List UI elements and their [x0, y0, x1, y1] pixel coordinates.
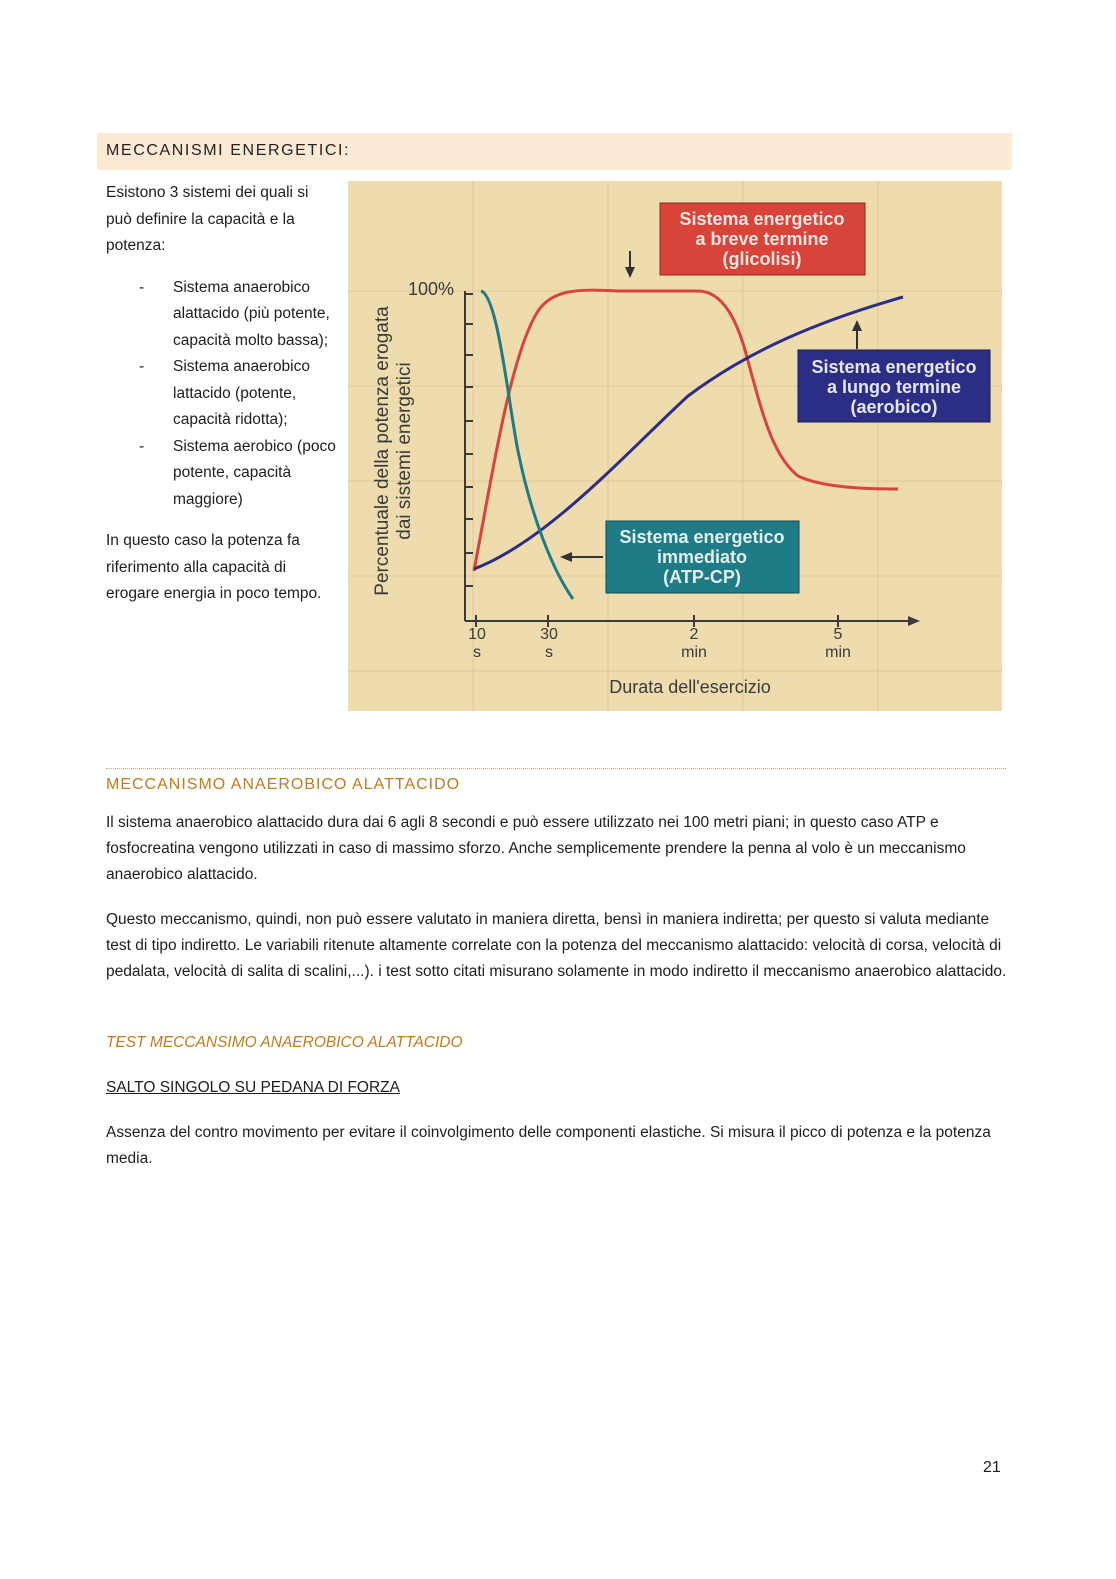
box-long-term-line2: a lungo termine — [826, 377, 962, 397]
list-item: - Sistema anaerobico alattacido (più potente, capacità molto bassa); — [139, 278, 330, 349]
box-short-term-line3: (glicolisi) — [722, 249, 802, 269]
x-axis-title: Durata dell'esercizio — [609, 677, 771, 697]
y-axis-top-tick: 100% — [407, 279, 455, 299]
x-tick-label: 2 — [689, 626, 699, 643]
x-tick-label: 10 — [468, 626, 486, 643]
section-title: MECCANISMO ANAEROBICO ALATTACIDO — [106, 776, 461, 793]
paragraph-2: Questo meccanismo, quindi, non può essere valutato in maniera diretta, bensì in maniera indiretta; per questo si valuta mediante test di tipo indiretto. Le variabili ritenute altamente correlate con la potenza del meccanismo alattacido: velocità di corsa, velocità di pedalata, velocità di salita di scalini,...). i test sotto citati misurano solamente in modo indiretto il meccanismo anaerobico alattacido. — [106, 911, 1007, 981]
x-tick-unit: min — [825, 644, 851, 661]
box-long-term-line1: Sistema energetico — [811, 357, 977, 377]
intro-column — [106, 180, 338, 608]
box-short-term-line1: Sistema energetico — [679, 209, 845, 229]
systems-list — [106, 275, 338, 514]
box-immediate-line3: (ATP-CP) — [663, 567, 741, 587]
paragraph-3: Assenza del contro movimento per evitare il coinvolgimento delle componenti elastiche. Si misura il picco di potenza e la potenza media. — [106, 1124, 991, 1168]
section-divider — [106, 768, 1006, 769]
list-item: - Sistema anaerobico lattacido (potente, capacità ridotta); — [139, 358, 310, 428]
list-item: - Sistema aerobico (poco potente, capacità maggiore) — [139, 437, 336, 508]
intro-closing: In questo caso la potenza fa riferimento alla capacità di erogare energia in poco tempo. — [106, 532, 322, 602]
box-short-term-line2: a breve termine — [695, 229, 829, 249]
energy-systems-figure — [348, 181, 1002, 711]
page-number: 21 — [983, 1459, 1001, 1476]
y-axis-label-line2: dai sistemi energetici — [394, 362, 415, 540]
x-tick-label: 30 — [540, 626, 558, 643]
paragraph-1: Il sistema anaerobico alattacido dura dai 6 agli 8 secondi e può essere utilizzato nei 100 metri piani; in questo caso ATP e fosfocreatina vengono utilizzati in caso di massimo sforzo. Anche semplicemente prendere la penna al volo è un meccanismo anaerobico alattacido. — [106, 814, 966, 884]
heading-title: MECCANISMI ENERGETICI: — [106, 142, 351, 159]
subsection-title: SALTO SINGOLO SU PEDANA DI FORZA — [106, 1079, 400, 1096]
section-heading-bar — [97, 133, 1012, 170]
box-immediate-line1: Sistema energetico — [619, 527, 785, 547]
x-tick-unit: s — [473, 644, 481, 661]
test-title: TEST MECCANSIMO ANAEROBICO ALATTACIDO — [106, 1034, 463, 1051]
y-axis-label-line1: Percentuale della potenza erogata — [372, 306, 393, 596]
box-immediate-line2: immediato — [656, 547, 748, 567]
x-tick-label: 5 — [833, 626, 843, 643]
x-tick-unit: s — [545, 644, 553, 661]
intro-text: Esistono 3 sistemi dei quali si può definire la capacità e la potenza: — [106, 184, 309, 254]
x-tick-unit: min — [681, 644, 707, 661]
box-long-term-line3: (aerobico) — [850, 397, 938, 417]
